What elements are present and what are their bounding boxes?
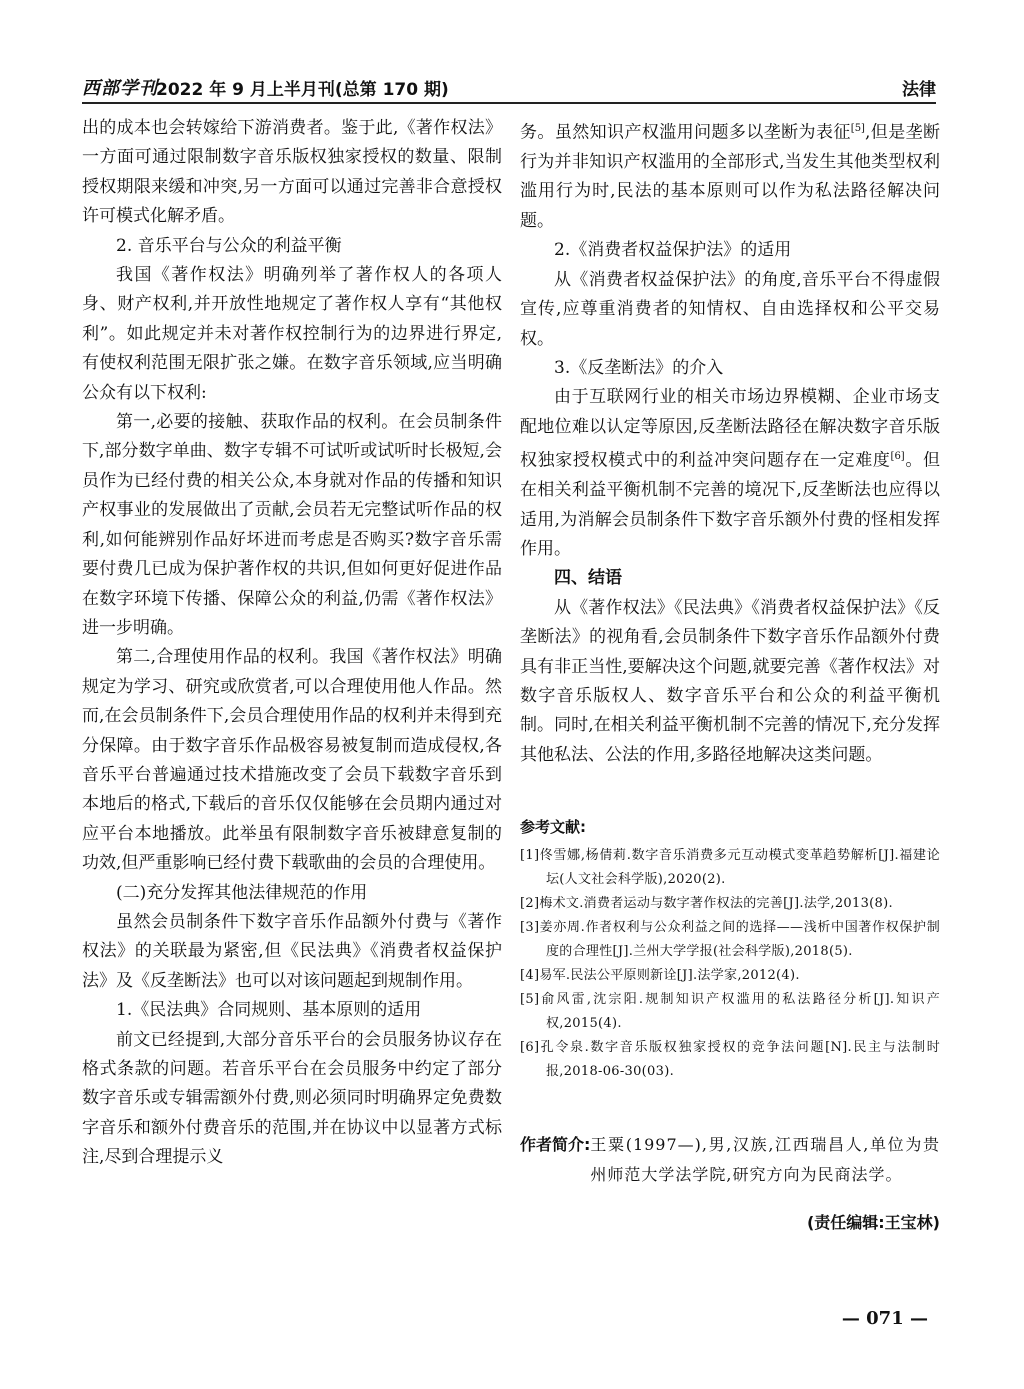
reference-item: [1]佟雪娜,杨倩莉.数字音乐消费多元互动模式变革趋势解析[J].福建论坛(人文社会科学版),2020(2).: [520, 848, 940, 888]
section-heading: 四、结语: [554, 568, 622, 589]
subheading: 3.《反垄断法》的介入: [554, 357, 724, 378]
page-number: — 071 —: [841, 1308, 928, 1329]
left-column: [82, 114, 502, 1173]
citation: [5]: [850, 123, 865, 134]
reference-item: [2]梅术文.消费者运动与数字著作权法的完善[J].法学,2013(8).: [520, 896, 893, 912]
paragraph: 我国《著作权法》明确列举了著作权人的各项人身、财产权利,并开放性地规定了著作权人享有“其他权利”。如此规定并未对著作权控制行为的边界进行界定,有使权利范围无限扩张之嫌。在数字音乐领域,应当明确公众有以下权利:: [82, 265, 502, 403]
section-tag: 法律: [902, 80, 936, 100]
paragraph: 前文已经提到,大部分音乐平台的会员服务协议存在格式条款的问题。若音乐平台在会员服务中约定了部分数字音乐或专辑需额外付费,则必须同时明确界定免费数字音乐和额外付费音乐的范围,并在协议中以显著方式标注,尽到合理提示义: [82, 1029, 502, 1168]
author-label: 作者简介:: [520, 1135, 591, 1155]
paragraph: [520, 114, 940, 236]
references-title: 参考文献:: [520, 818, 586, 837]
text-run: 由于互联网行业的相关市场边界模糊、企业市场支配地位难以认定等原因,反垄断法路径在解决数字音乐版权独家授权模式中的利益冲突问题存在一定难度: [520, 387, 940, 471]
subheading: 2.《消费者权益保护法》的适用: [554, 240, 792, 261]
issue-info: 2022 年 9 月上半月刊(总第 170 期): [156, 80, 449, 100]
text-run: 务。虽然知识产权滥用问题多以垄断为表征: [520, 122, 851, 143]
subheading: 1.《民法典》合同规则、基本原则的适用: [116, 1000, 422, 1021]
text-run: 。但在相关利益平衡机制不完善的境况下,反垄断法也应得以适用,为消解会员制条件下数字音乐额外付费的怪相发挥作用。: [520, 450, 941, 559]
text-run: ,但是垄断行为并非知识产权滥用的全部形式,当发生其他类型权利滥用行为时,民法的基本原则可以作为私法路径解决问题。: [520, 122, 941, 231]
responsible-editor: (责任编辑:王宝林): [806, 1213, 940, 1233]
reference-item: [4]易军.民法公平原则新诠[J].法学家,2012(4).: [520, 968, 800, 984]
author-text: 王粟(1997—),男,汉族,江西瑞昌人,单位为贵州师范大学法学院,研究方向为民商法学。: [590, 1135, 940, 1185]
paragraph: 第二,合理使用作品的权利。我国《著作权法》明确规定为学习、研究或欣赏者,可以合理使用他人作品。然而,在会员制条件下,会员合理使用作品的权利并未得到充分保障。由于数字音乐作品极容易被复制而造成侵权,各音乐平台普遍通过技术措施改变了会员下载数字音乐到本地后的格式,下载后的音乐仅仅能够在会员期内通过对应平台本地播放。此举虽有限制数字音乐被肆意复制的功效,但严重影响已经付费下载歌曲的会员的合理使用。: [82, 647, 502, 874]
reference-item: [6]孔令泉.数字音乐版权独家授权的竞争法问题[N].民主与法制时报,2018-06-30(03).: [520, 1040, 940, 1080]
author-bio: [520, 1130, 940, 1190]
subheading: (二)充分发挥其他法律规范的作用: [116, 882, 368, 903]
paragraph: 出的成本也会转嫁给下游消费者。鉴于此,《著作权法》一方面可通过限制数字音乐版权独家授权的数量、限制授权期限来缓和冲突,另一方面可以通过完善非合意授权许可模式化解矛盾。: [82, 118, 502, 227]
paragraph: 从《著作权法》《民法典》《消费者权益保护法》《反垄断法》的视角看,会员制条件下数字音乐作品额外付费具有非正当性,要解决这个问题,就要完善《著作权法》对数字音乐版权人、数字音乐平台和公众的利益平衡机制。同时,在相关利益平衡机制不完善的情况下,充分发挥其他私法、公法的作用,多路径地解决这类问题。: [520, 597, 940, 765]
right-column: [520, 114, 940, 1238]
reference-item: [5]俞风雷,沈宗阳.规制知识产权滥用的私法路径分析[J].知识产权,2015(4).: [520, 992, 940, 1032]
reference-list: [520, 844, 940, 1084]
subheading: 2. 音乐平台与公众的利益平衡: [116, 235, 342, 256]
journal-logo: 西部学刊: [82, 78, 158, 99]
reference-item: [3]姜亦周.作者权利与公众利益之间的选择——浅析中国著作权保护制度的合理性[J].兰州大学学报(社会科学版),2018(5).: [520, 920, 940, 960]
citation: [6]: [890, 451, 905, 463]
paragraph: 从《消费者权益保护法》的角度,音乐平台不得虚假宣传,应尊重消费者的知情权、自由选择权和公平交易权。: [520, 269, 940, 349]
paragraph: [520, 383, 940, 564]
paragraph: 虽然会员制条件下数字音乐作品额外付费与《著作权法》的关联最为紧密,但《民法典》《消费者权益保护法》及《反垄断法》也可以对该问题起到规制作用。: [82, 911, 502, 991]
running-header: [82, 72, 936, 104]
paragraph: 第一,必要的接触、获取作品的权利。在会员制条件下,部分数字单曲、数字专辑不可试听或试听时长极短,会员作为已经付费的相关公众,本身就对作品的传播和知识产权事业的发展做出了贡献,会员若无完整试听作品的权利,如何能辨别作品好坏进而考虑是否购买?数字音乐需要付费几已成为保护著作权的共识,但如何更好促进作品在数字环境下传播、保障公众的利益,仍需《著作权法》进一步明确。: [82, 412, 502, 638]
